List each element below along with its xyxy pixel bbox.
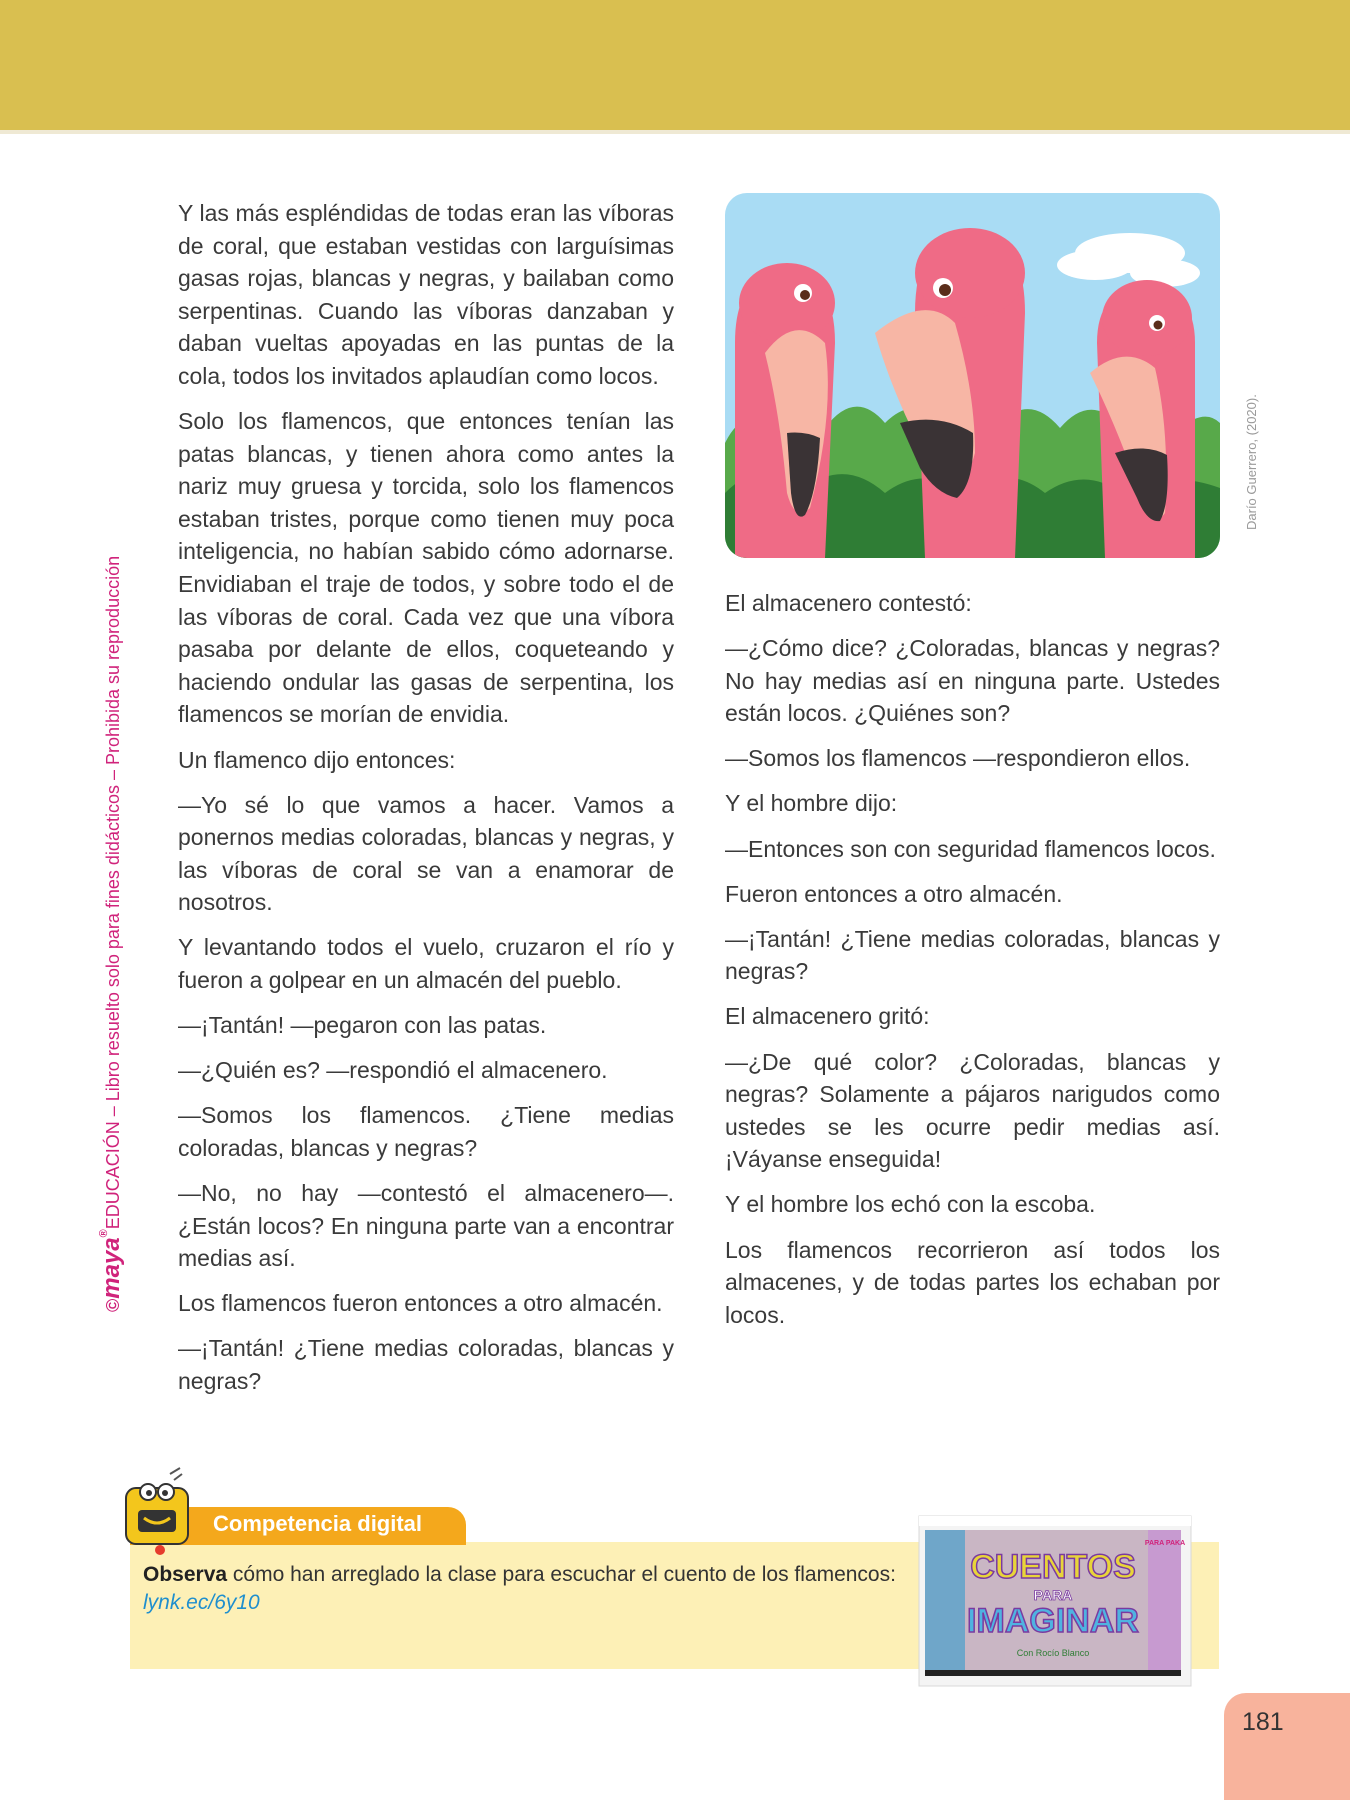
story-right-column <box>725 587 1220 1344</box>
brand-logo-text: maya <box>98 1237 125 1299</box>
top-header-band <box>0 0 1350 130</box>
paragraph: Un flamenco dijo entonces: <box>178 746 456 773</box>
thumb-title-2: PARA <box>1033 1587 1073 1603</box>
paragraph: Fueron entonces a otro almacén. <box>725 880 1063 907</box>
paragraph: —Yo sé lo que vamos a hacer. Vamos a ponernos medias coloradas, blancas y negras, y las víboras de coral se van a enamorar de nosotros. <box>178 791 674 916</box>
paragraph: Y el hombre dijo: <box>725 790 898 817</box>
copyright-symbol: © <box>103 1298 123 1312</box>
copyright-notice: EDUCACIÓN – Libro resuelto solo para fines didácticos – Prohibida su reproducción <box>103 555 123 1230</box>
page-number: 181 <box>1242 1708 1284 1736</box>
paragraph: —¡Tantán! ¿Tiene medias coloradas, blancas y negras? <box>725 925 1220 985</box>
copyright-vertical-text <box>98 556 126 1312</box>
paragraph: El almacenero contestó: <box>725 590 972 616</box>
paragraph: Y las más espléndidas de todas eran las víboras de coral, que estaban vestidas con larguísimas gasas rojas, blancas y negras, y bailaban como serpentinas. Cuando las víboras danzaban y daban vueltas apoyadas en las puntas de la cola, todos los invitados aplaudían como locos. <box>178 200 674 389</box>
digital-competence-title: Competencia digital <box>213 1511 423 1536</box>
paragraph: —¡Tantán! ¿Tiene medias coloradas, blancas y negras? <box>178 1335 674 1394</box>
thumb-title-3: IMAGINAR <box>967 1602 1139 1640</box>
thumb-corner-text: PARA PAKA <box>1144 1540 1186 1547</box>
thumb-subtitle: Con Rocío Blanco <box>1016 1648 1090 1658</box>
paragraph: —¿Cómo dice? ¿Coloradas, blancas y negras? No hay medias así en ninguna parte. Ustedes están locos. ¿Quiénes son? <box>725 635 1220 727</box>
video-thumbnail[interactable] <box>913 1510 1198 1700</box>
paragraph: Los flamencos recorrieron así todos los almacenes, y de todas partes los echaban por locos. <box>725 1236 1220 1328</box>
paragraph: —¡Tantán! —pegaron con las patas. <box>178 1012 547 1039</box>
paragraph: —¿De qué color? ¿Coloradas, blancas y negras? Solamente a pájaros narigudos como ustedes se les ocurre pedir medias así. ¡Váyanse enseguida! <box>725 1048 1220 1173</box>
video-link[interactable]: lynk.ec/6y10 <box>143 1591 260 1614</box>
paragraph: —¿Quién es? —respondió el almacenero. <box>178 1057 608 1084</box>
story-left-column <box>178 197 674 1410</box>
paragraph: —No, no hay —contestó el almacenero—. ¿Están locos? En ninguna parte van a encontrar medias así. <box>178 1180 674 1272</box>
paragraph: El almacenero gritó: <box>725 1003 930 1030</box>
digital-competence-text <box>143 1561 903 1617</box>
paragraph: —Somos los flamencos. ¿Tiene medias coloradas, blancas y negras? <box>178 1102 674 1161</box>
instruction-text: cómo han arreglado la clase para escuchar el cuento de los flamencos: <box>227 1563 896 1586</box>
paragraph: —Somos los flamencos —respondieron ellos. <box>725 745 1191 772</box>
header-divider <box>0 130 1350 134</box>
paragraph: Solo los flamencos, que entonces tenían las patas blancas, y tienen ahora como antes la nariz muy gruesa y torcida, solo los flamencos estaban tristes, porque como tienen muy poca inteligencia, no habían sabido cómo adornarse. Envidiaban el traje de todos, y sobre todo el de las víboras de coral. Cada vez que una víbora pasaba por delante de ellos, coqueteando y haciendo ondular las gasas de serpentina, los flamencos se morían de envidia. <box>178 408 674 728</box>
paragraph: Y levantando todos el vuelo, cruzaron el río y fueron a golpear en un almacén del pueblo. <box>178 934 674 994</box>
paragraph: Los flamencos fueron entonces a otro almacén. <box>178 1290 663 1317</box>
observe-label: Observa <box>143 1563 228 1586</box>
illustration-credit: Darío Guerrero, (2020). <box>1244 394 1259 530</box>
registered-mark: ® <box>98 1229 110 1238</box>
paragraph: Y el hombre los echó con la escoba. <box>725 1191 1096 1218</box>
three-flamingos-icon <box>725 193 1220 558</box>
paragraph: —Entonces son con seguridad flamencos locos. <box>725 835 1216 862</box>
thumb-title-1: CUENTOS <box>970 1548 1136 1586</box>
robot-mascot-icon <box>120 1466 202 1558</box>
flamingos-illustration <box>725 193 1220 558</box>
